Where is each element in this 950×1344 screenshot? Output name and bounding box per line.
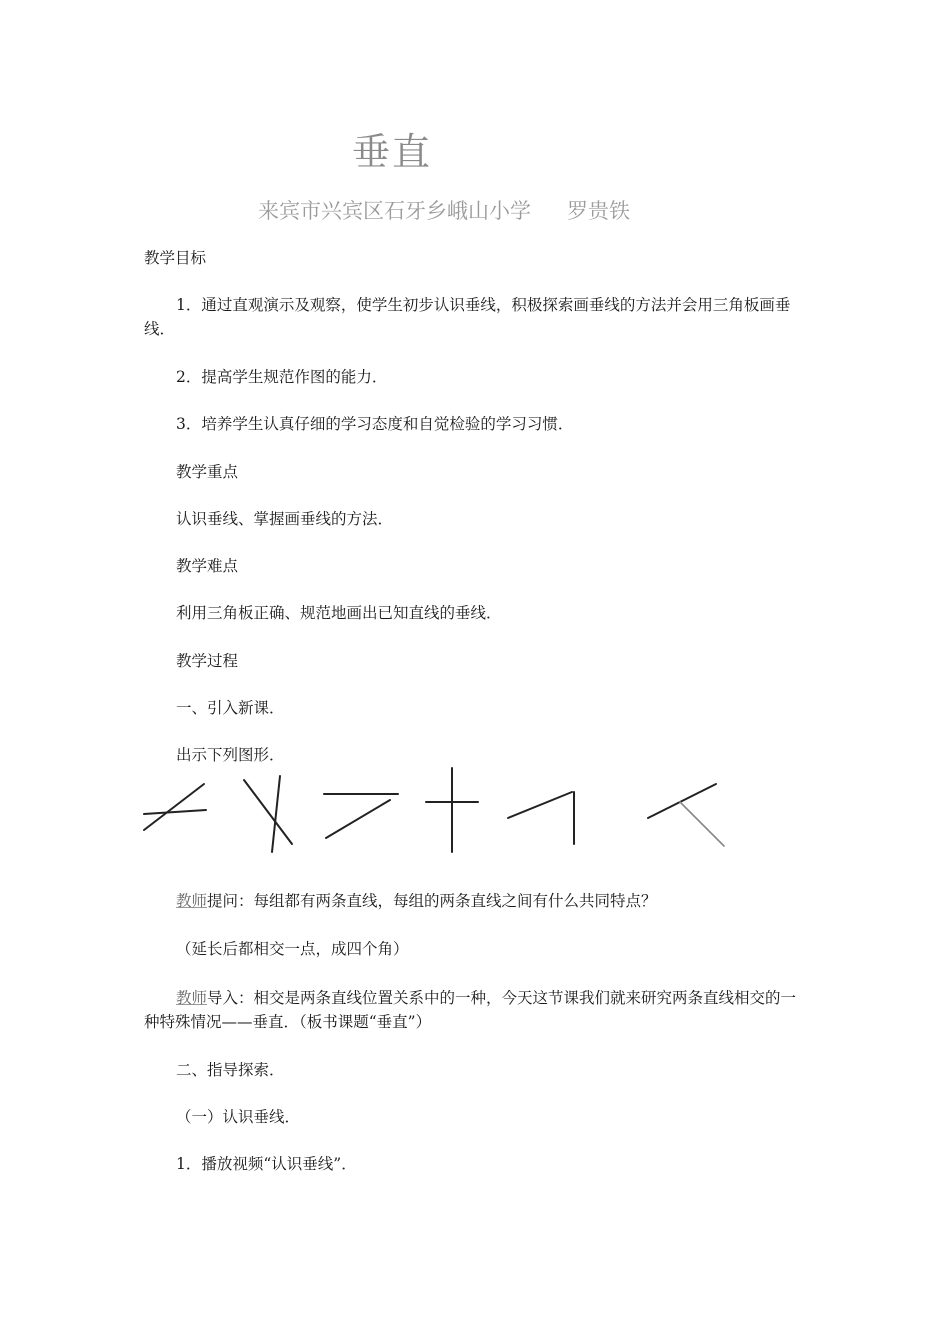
figure-3 xyxy=(324,794,398,838)
figure-3-line-b xyxy=(326,800,390,838)
figure-6-line-a xyxy=(648,784,716,818)
step-2: 二、指导探索． xyxy=(176,1061,285,1079)
answer-text: （延长后都相交一点，成四个角） xyxy=(176,940,409,958)
teacher-link[interactable]: 教师 xyxy=(176,989,208,1007)
goal-1: 1．通过直观演示及观察，使学生初步认识垂线，积极探索画垂线的方法并会用三角板画垂线． xyxy=(144,296,791,338)
teacher-intro xyxy=(144,986,809,1034)
figure-5 xyxy=(508,792,574,844)
step-1: 一、引入新课． xyxy=(176,699,285,717)
figure-2-line-b xyxy=(272,776,280,852)
subsection-1: （一）认识垂线． xyxy=(176,1108,301,1126)
show-figures-text: 出示下列图形． xyxy=(176,746,285,764)
figure-6-line-b xyxy=(680,802,724,846)
difficulty-heading: 教学难点 xyxy=(176,557,239,575)
goal-2: 2．提高学生规范作图的能力． xyxy=(176,368,388,386)
figure-2 xyxy=(244,776,292,852)
teacher-question xyxy=(176,889,657,913)
figure-1 xyxy=(144,784,206,830)
process-heading: 教学过程 xyxy=(176,652,239,670)
figure-2-line-a xyxy=(244,780,292,844)
key-heading: 教学重点 xyxy=(176,463,239,481)
document-title: 垂直 xyxy=(352,130,433,174)
document-subtitle xyxy=(258,196,630,226)
difficulty-text: 利用三角板正确、规范地画出已知直线的垂线． xyxy=(176,604,502,622)
figure-1-line-a xyxy=(144,810,206,814)
key-text: 认识垂线、掌握画垂线的方法． xyxy=(176,510,394,528)
figure-4 xyxy=(426,768,478,852)
goals-heading: 教学目标 xyxy=(144,249,207,267)
figure-1-line-b xyxy=(144,784,204,830)
intersecting-lines-figures xyxy=(140,762,740,858)
school-name: 来宾市兴宾区石牙乡峨山小学 xyxy=(258,199,531,223)
goal-3: 3．培养学生认真仔细的学习态度和自觉检验的学习习惯． xyxy=(176,415,574,433)
figure-6 xyxy=(648,784,724,846)
author-name: 罗贵铁 xyxy=(567,199,630,223)
item-1: 1．播放视频“认识垂线”． xyxy=(176,1155,357,1173)
intro-text: 导入：相交是两条直线位置关系中的一种，今天这节课我们就来研究两条直线相交的一种特殊情况——垂直．（板书课题“垂直”） xyxy=(144,989,797,1031)
teacher-link[interactable]: 教师 xyxy=(176,892,208,910)
question-text: 提问：每组都有两条直线，每组的两条直线之间有什么共同特点？ xyxy=(207,892,657,910)
figure-5-line-a xyxy=(508,792,572,818)
